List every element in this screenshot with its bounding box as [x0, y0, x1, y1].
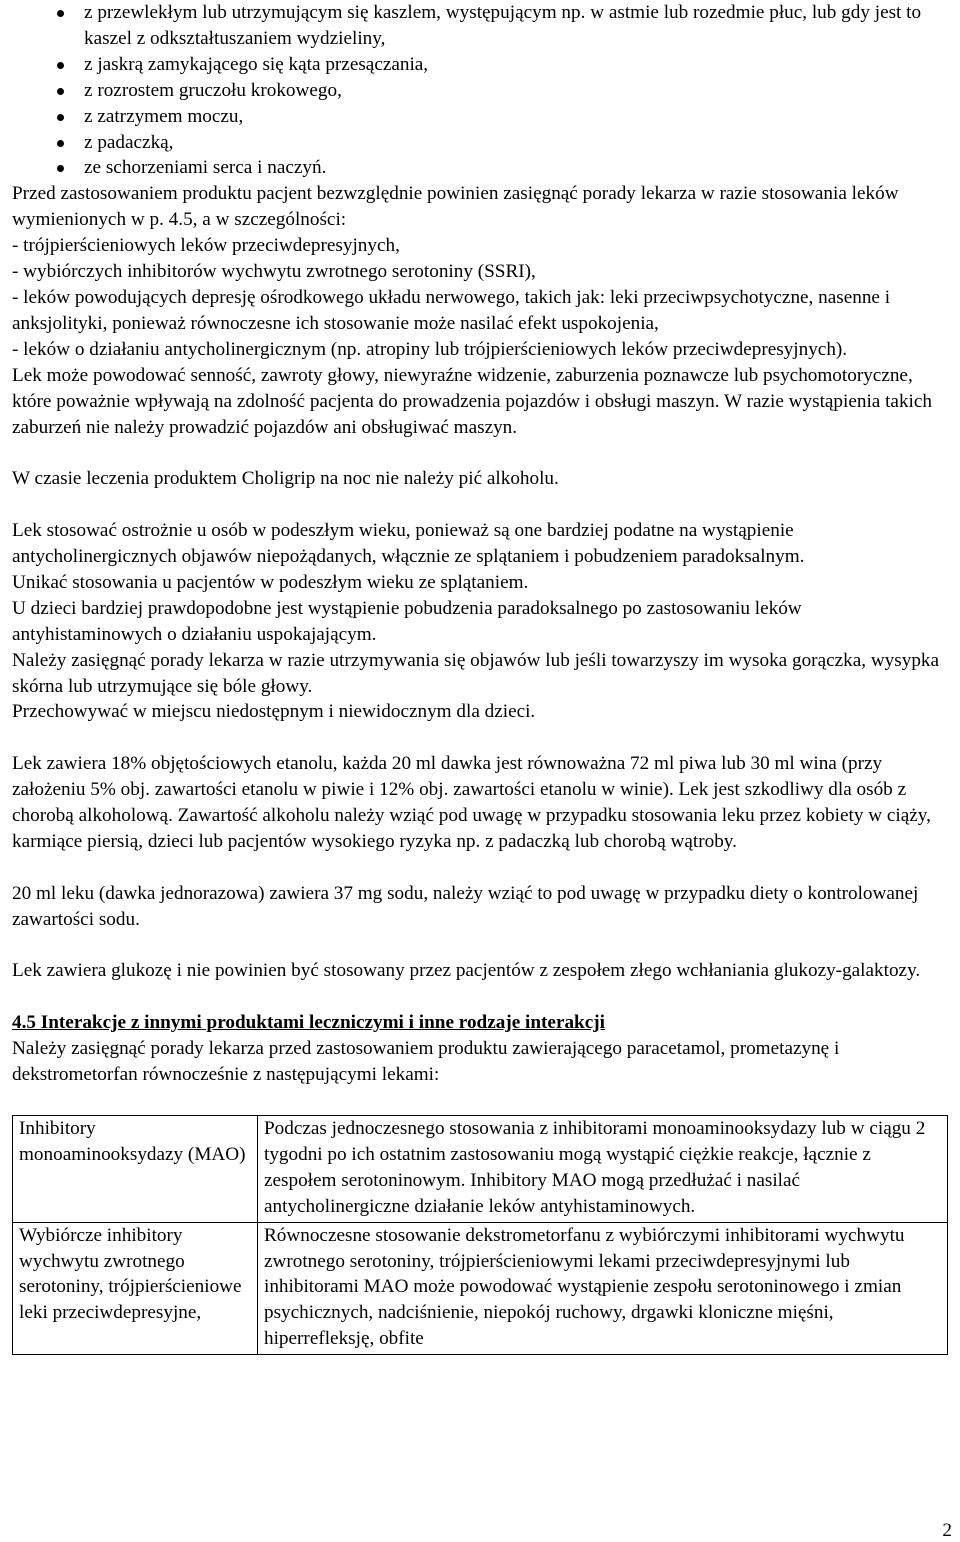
list-item: z jaskrą zamykającego się kąta przesączania, [12, 52, 948, 78]
precautions-block [12, 181, 948, 440]
bullet-icon [57, 114, 64, 121]
page-number: 2 [942, 1520, 952, 1541]
document-page [12, 0, 948, 1355]
table-row [13, 1115, 948, 1222]
interactions-table [12, 1115, 948, 1355]
list-item: z rozrostem gruczołu krokowego, [12, 78, 948, 104]
bullet-icon [57, 62, 64, 69]
list-item: z przewlekłym lub utrzymującym się kaszlem, występującym np. w astmie lub rozedmie płuc, lub gdy jest to kaszel z odkształtuszaniem wydzieliny, [12, 0, 948, 52]
paragraph: - leków o działaniu antycholinergicznym (np. atropiny lub trójpierścieniowych leków przeciwdepresyjnych). [12, 338, 848, 360]
alcohol-note: W czasie leczenia produktem Choligrip na noc nie należy pić alkoholu. [12, 468, 559, 490]
paragraph: Przechowywać w miejscu niedostępnym i niewidocznym dla dzieci. [12, 701, 536, 723]
bullet-icon [57, 165, 64, 172]
paragraph: Należy zasięgnąć porady lekarza w razie utrzymywania się objawów lub jeśli towarzyszy im wysoka gorączka, wysypka skórna lub utrzymujące się bóle głowy. [12, 649, 940, 697]
paragraph: Przed zastosowaniem produktu pacjent bezwzględnie powinien zasięgnąć porady lekarza w razie stosowania leków wymienionych w p. 4.5, a w szczególności: [12, 183, 899, 231]
table-cell-effect: Równoczesne stosowanie dekstrometorfanu z wybiórczymi inhibitorami wychwytu zwrotnego serotoniny, trójpierścieniowymi lekami przeciwdepresyjnymi lub inhibitorami MAO może powodować wystąpienie zespołu serotoninowego i zmian psychicznych, nadciśnienie, niepokój ruchowy, drgawki kloniczne mięśni, hiperrefleksję, obfite [258, 1222, 948, 1355]
bullet-icon [57, 10, 64, 17]
bullet-icon [57, 88, 64, 95]
table-row [13, 1222, 948, 1355]
paragraph: Unikać stosowania u pacjentów w podeszłym wieku ze splątaniem. [12, 571, 529, 593]
paragraph: - leków powodujących depresję ośrodkowego układu nerwowego, takich jak: leki przeciwpsychotyczne, nasenne i anksjolityki, ponieważ równoczesne ich stosowanie może nasilać efekt uspokojenia, [12, 286, 891, 334]
ethanol-note: Lek zawiera 18% objętościowych etanolu, każda 20 ml dawka jest równoważna 72 ml piwa lub 30 ml wina (przy założeniu 5% obj. zawartości etanolu w piwie i 12% obj. zawartości etanolu w winie). Lek jest szkodliwy dla osób z chorobą alkoholową. Zawartość alkoholu należy wziąć pod uwagę w przypadku stosowania leku przez kobiety w ciąży, karmiące piersią, dzieci lub pacjentów wysokiego ryzyka np. z padaczką lub chorobą wątroby. [12, 753, 931, 852]
paragraph: Lek stosować ostrożnie u osób w podeszłym wieku, ponieważ są one bardziej podatne na wystąpienie antycholinergicznych objawów niepożądanych, włącznie ze splątaniem i pobudzeniem paradoksalnym. [12, 520, 805, 567]
list-item: ze schorzeniami serca i naczyń. [12, 155, 948, 181]
sodium-note: 20 ml leku (dawka jednorazowa) zawiera 37 mg sodu, należy wziąć to pod uwagę w przypadku diety o kontrolowanej zawartości sodu. [12, 882, 919, 930]
contraindication-list [12, 0, 948, 181]
list-item: z zatrzymem moczu, [12, 104, 948, 130]
table-cell-drug: Wybiórcze inhibitory wychwytu zwrotnego serotoniny, trójpierścieniowe leki przeciwdepresyjne, [13, 1222, 258, 1355]
glucose-note: Lek zawiera glukozę i nie powinien być stosowany przez pacjentów z zespołem złego wchłaniania glukozy-galaktozy. [12, 960, 921, 982]
paragraph: U dzieci bardziej prawdopodobne jest wystąpienie pobudzenia paradoksalnego po zastosowaniu leków antyhistaminowych o działaniu uspokajającym. [12, 597, 802, 645]
paragraph: - trójpierścieniowych leków przeciwdepresyjnych, [12, 235, 400, 257]
paragraph: - wybiórczych inhibitorów wychwytu zwrotnego serotoniny (SSRI), [12, 261, 536, 283]
bullet-icon [57, 140, 64, 147]
paragraph: Lek może powodować senność, zawroty głowy, niewyraźne widzenie, zaburzenia poznawcze lub psychomotoryczne, które poważnie wpływają na zdolność pacjenta do prowadzenia pojazdów i obsługi maszyn. W razie wystąpienia takich zaburzeń nie należy prowadzić pojazdów ani obsługiwać maszyn. [12, 364, 932, 438]
section-intro: Należy zasięgnąć porady lekarza przed zastosowaniem produktu zawierającego paracetamol, prometazynę i dekstrometorfan równocześnie z następującymi lekami: [12, 1038, 840, 1086]
table-cell-effect: Podczas jednoczesnego stosowania z inhibitorami monoaminooksydazy lub w ciągu 2 tygodni po ich ostatnim zastosowaniu mogą wystąpić ciężkie reakcje, łącznie z zespołem serotoninowym. Inhibitory MAO mogą przedłużać i nasilać antycholinergiczne działanie leków antyhistaminowych. [258, 1115, 948, 1222]
elderly-children-block [12, 518, 948, 725]
table-cell-drug: Inhibitory monoaminooksydazy (MAO) [13, 1115, 258, 1222]
list-item: z padaczką, [12, 130, 948, 156]
section-heading: 4.5 Interakcje z innymi produktami leczniczymi i inne rodzaje interakcji [12, 1012, 605, 1034]
